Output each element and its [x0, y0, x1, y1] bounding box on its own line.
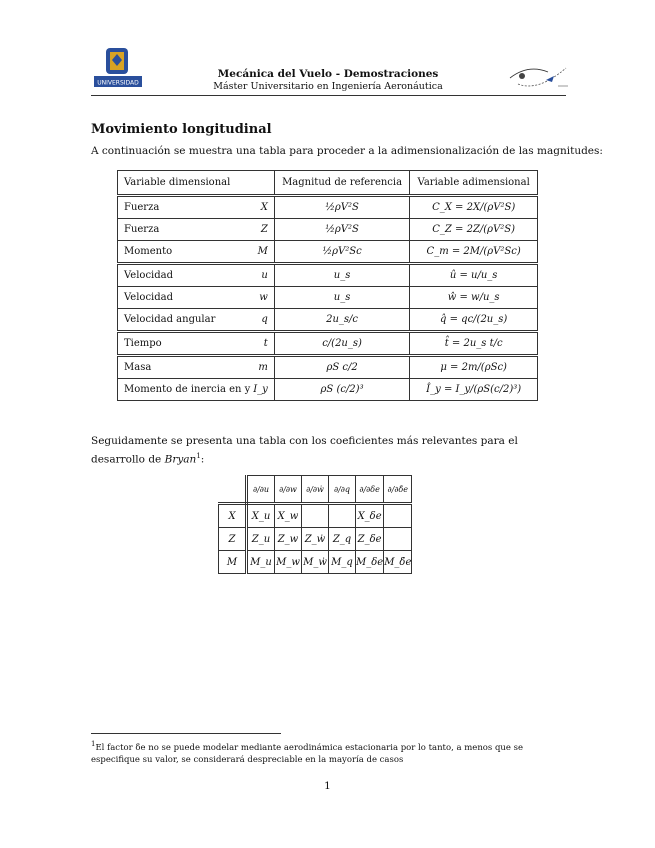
- footnote-text: El factor δ̇e no se puede modelar mediante aerodinámica estacionaria por lo tanto, a menos que se especifique su valor, se considerará despreciable en la mayoría de casos: [91, 742, 524, 765]
- col-header: Magnitud de referencia: [274, 171, 410, 196]
- table-row: [118, 264, 538, 287]
- table-row: [118, 332, 538, 356]
- coef-cell: M_q: [329, 551, 356, 574]
- ref-magnitude: ½ρV²S: [274, 196, 410, 219]
- row-label: Fuerza: [124, 202, 160, 213]
- col-header: ∂/∂δ̇e: [384, 476, 412, 504]
- adim-variable: ŵ = w/u_s: [410, 287, 538, 309]
- coef-cell: M_δ̇e: [384, 551, 412, 574]
- table-row: [118, 379, 538, 401]
- table-row: [219, 528, 412, 551]
- col-header: ∂/∂u: [247, 476, 275, 504]
- coef-cell: X_w: [275, 504, 302, 528]
- row-symbol: t: [263, 338, 268, 349]
- coef-cell: M_u: [247, 551, 275, 574]
- table-row: [118, 241, 538, 264]
- coef-cell: M_w: [275, 551, 302, 574]
- intro-paragraph: A continuación se muestra una tabla para proceder a la adimensionalización de las magnitudes:: [91, 145, 603, 157]
- adim-variable: μ = 2m/(ρSc): [410, 356, 538, 379]
- table-row: [118, 309, 538, 332]
- ref-magnitude: ½ρV²S: [274, 219, 410, 241]
- coef-cell: Z_u: [247, 528, 275, 551]
- ref-magnitude: ½ρV²Sc: [274, 241, 410, 264]
- adim-variable: C_m = 2M/(ρV²Sc): [410, 241, 538, 264]
- aircraft-trajectory-logo: [508, 62, 570, 94]
- footnote: [91, 738, 566, 766]
- row-label: Velocidad: [124, 270, 174, 281]
- row-header: Z: [219, 528, 247, 551]
- footnote-mark: 1: [91, 740, 96, 748]
- row-label: Masa: [124, 362, 152, 373]
- coef-cell: Z_q: [329, 528, 356, 551]
- university-logo: [92, 46, 144, 90]
- row-symbol: q: [261, 314, 268, 325]
- col-header: ∂/∂δe: [356, 476, 384, 504]
- table-row: [219, 504, 412, 528]
- table-header-row: [219, 476, 412, 504]
- coef-cell: X_δe: [356, 504, 384, 528]
- adim-variable: Î_y = I_y/(ρS(c/2)³): [410, 379, 538, 401]
- bryan-coefficients-table: [218, 475, 412, 574]
- coef-cell: [384, 528, 412, 551]
- paragraph-colon: :: [200, 453, 205, 466]
- table-row: [118, 219, 538, 241]
- adim-variable: q̂ = qc/(2u_s): [410, 309, 538, 332]
- row-label: Velocidad: [124, 292, 174, 303]
- ref-magnitude: u_s: [274, 287, 410, 309]
- footnote-ref: 1: [196, 452, 201, 460]
- row-label: Velocidad angular: [124, 314, 216, 325]
- section-title: Movimiento longitudinal: [91, 122, 272, 137]
- adim-variable: C_X = 2X/(ρV²S): [410, 196, 538, 219]
- header-title: Mecánica del Vuelo - Demostraciones: [217, 68, 439, 80]
- adim-variable: C_Z = 2Z/(ρV²S): [410, 219, 538, 241]
- coef-cell: M_δe: [356, 551, 384, 574]
- coef-cell: [329, 504, 356, 528]
- row-symbol: u: [261, 270, 268, 281]
- row-header: M: [219, 551, 247, 574]
- coef-cell: [302, 504, 329, 528]
- coef-cell: X_u: [247, 504, 275, 528]
- coef-cell: Z_δe: [356, 528, 384, 551]
- coef-cell: [384, 504, 412, 528]
- table-header-row: [118, 171, 538, 196]
- logo-text: UNIVERSIDAD: [97, 79, 139, 87]
- row-header: X: [219, 504, 247, 528]
- col-header: ∂/∂q: [329, 476, 356, 504]
- ref-magnitude: c/(2u_s): [274, 332, 410, 356]
- row-label: Momento: [124, 246, 173, 257]
- coef-cell: Z_w: [275, 528, 302, 551]
- table-row: [118, 356, 538, 379]
- row-symbol: m: [258, 362, 268, 373]
- row-symbol: I_y: [253, 384, 268, 395]
- adim-variable: û = u/u_s: [410, 264, 538, 287]
- header-subtitle: Máster Universitario en Ingeniería Aeronáutica: [213, 81, 443, 92]
- table-row: [219, 551, 412, 574]
- table-row: [118, 287, 538, 309]
- row-label: Tiempo: [124, 338, 162, 349]
- footnote-rule: [91, 733, 281, 734]
- row-label: Fuerza: [124, 224, 160, 235]
- coef-cell: M_ẇ: [302, 551, 329, 574]
- ref-magnitude: u_s: [274, 264, 410, 287]
- header-rule: [91, 95, 566, 96]
- coef-cell: Z_ẇ: [302, 528, 329, 551]
- ref-magnitude: 2u_s/c: [274, 309, 410, 332]
- row-symbol: X: [260, 202, 268, 213]
- col-header: Variable adimensional: [410, 171, 538, 196]
- row-symbol: w: [259, 292, 268, 303]
- table-row: [118, 196, 538, 219]
- bryan-paragraph: [91, 434, 566, 468]
- col-header: Variable dimensional: [118, 171, 275, 196]
- page-number: 1: [324, 780, 331, 792]
- col-header: ∂/∂w: [275, 476, 302, 504]
- row-symbol: M: [257, 246, 268, 257]
- row-label: Momento de inercia en y: [124, 384, 251, 395]
- bryan-word: Bryan: [164, 453, 197, 466]
- corner-cell: [219, 476, 247, 504]
- ref-magnitude: ρS c/2: [274, 356, 410, 379]
- nondimensionalization-table: [117, 170, 538, 401]
- col-header: ∂/∂ẇ: [302, 476, 329, 504]
- ref-magnitude: ρS (c/2)³: [274, 379, 410, 401]
- row-symbol: Z: [260, 224, 268, 235]
- paragraph-text: Seguidamente se presenta una tabla con los coeficientes más relevantes para el desarrollo de: [91, 435, 518, 466]
- adim-variable: t̂ = 2u_s t/c: [410, 332, 538, 356]
